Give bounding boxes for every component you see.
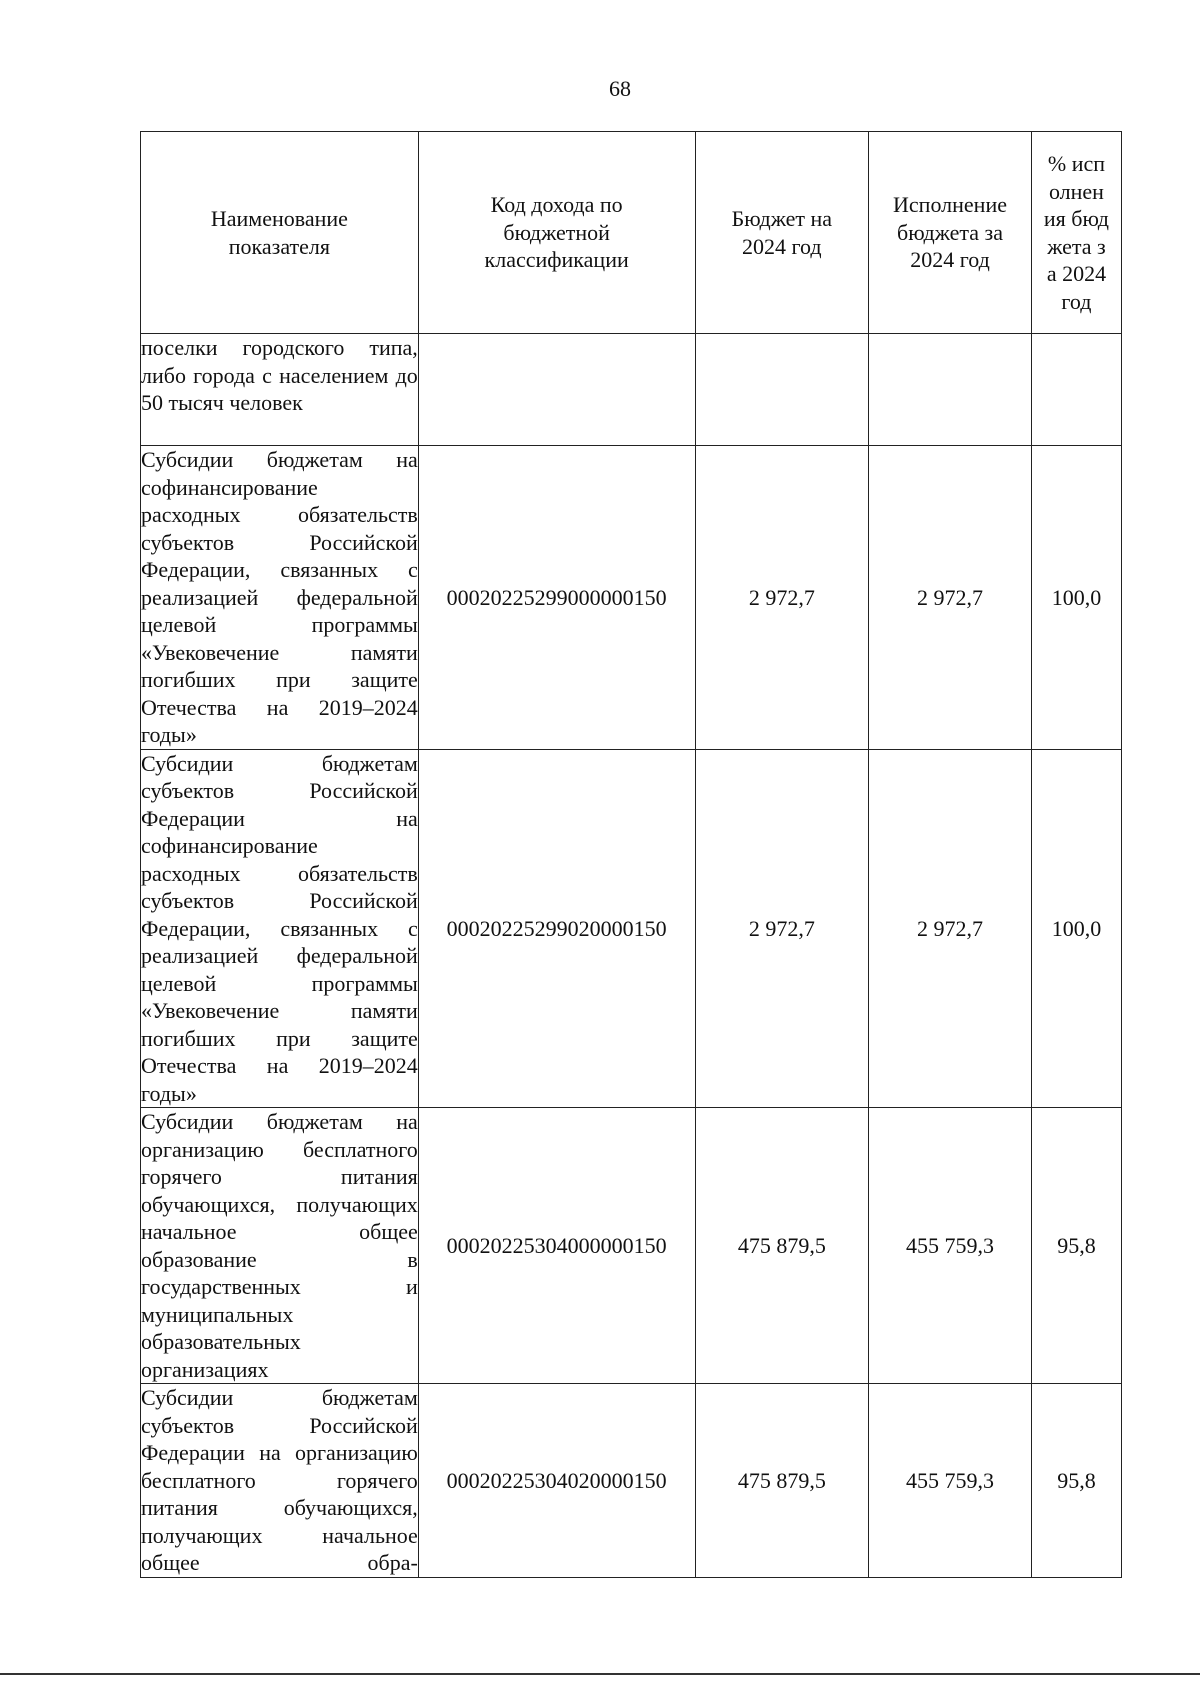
row-code <box>418 334 695 446</box>
header-execution: Исполнение бюджета за 2024 год <box>869 132 1032 334</box>
row-execution: 2 972,7 <box>869 446 1032 750</box>
header-budget: Бюджет на 2024 год <box>695 132 869 334</box>
table-row <box>141 1108 1122 1384</box>
row-budget: 475 879,5 <box>695 1384 869 1578</box>
table-row <box>141 1384 1122 1578</box>
table-header-row <box>141 132 1122 334</box>
row-budget: 2 972,7 <box>695 446 869 750</box>
row-execution: 2 972,7 <box>869 749 1032 1108</box>
row-execution <box>869 334 1032 446</box>
row-execution: 455 759,3 <box>869 1108 1032 1384</box>
table-row <box>141 749 1122 1108</box>
row-percent: 95,8 <box>1031 1108 1121 1384</box>
row-budget: 2 972,7 <box>695 749 869 1108</box>
row-name: Субсидии бюджетам на организацию бесплатного горячего питания обучающихся, получающих начальное общее образование в государственных и муниципальных образовательных организациях <box>141 1109 418 1382</box>
table-row <box>141 334 1122 446</box>
row-name: Субсидии бюджетам на софинансирование расходных обязательств субъектов Российской Федерации, связанных с реализацией федеральной целевой программы «Увековечение памяти погибших при защите Отечества на 2019–2024 годы» <box>141 447 418 747</box>
row-budget <box>695 334 869 446</box>
row-code: 00020225299000000150 <box>418 446 695 750</box>
row-code: 00020225304020000150 <box>418 1384 695 1578</box>
row-code: 00020225304000000150 <box>418 1108 695 1384</box>
header-code: Код дохода по бюджетной классификации <box>418 132 695 334</box>
table-row <box>141 446 1122 750</box>
row-name: поселки городского типа, либо города с населением до 50 тысяч человек <box>141 334 419 446</box>
row-percent: 100,0 <box>1031 749 1121 1108</box>
row-code: 00020225299020000150 <box>418 749 695 1108</box>
header-name: Наименование показателя <box>141 132 419 334</box>
row-percent: 95,8 <box>1031 1384 1121 1578</box>
row-name: Субсидии бюджетам субъектов Российской Федерации на софинансирование расходных обязательств субъектов Российской Федерации, связанных с реализацией федеральной целевой программы «Увековечение памяти погибших при защите Отечества на 2019–2024 годы» <box>141 750 418 1106</box>
row-execution: 455 759,3 <box>869 1384 1032 1578</box>
row-name: Субсидии бюджетам субъектов Российской Федерации на организацию бесплатного горячего питания обучающихся, получающих начальное общее обра- <box>141 1385 418 1575</box>
header-percent: % исполнения бюджета за 2024 год <box>1031 132 1121 334</box>
row-percent: 100,0 <box>1031 446 1121 750</box>
row-percent <box>1031 334 1121 446</box>
budget-execution-table <box>140 131 1122 1578</box>
row-budget: 475 879,5 <box>695 1108 869 1384</box>
footer-rule <box>0 1673 1200 1675</box>
page-number: 68 <box>609 76 631 101</box>
